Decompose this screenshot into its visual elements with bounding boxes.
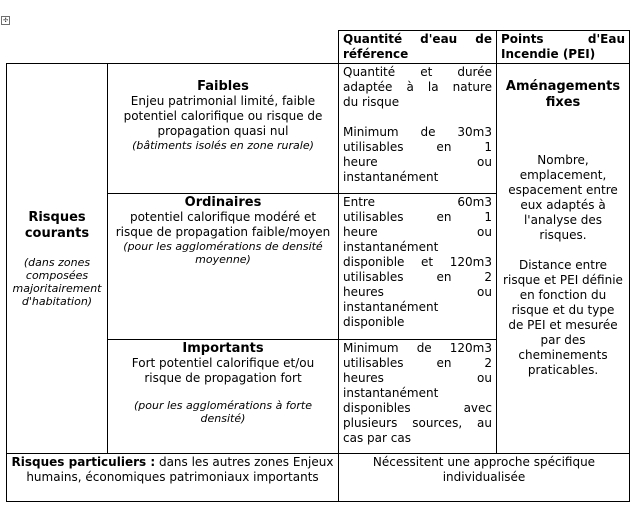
amenagements-body1: Nombre, emplacement, espacement entre eux adaptés à l'analyse des risques. bbox=[508, 153, 618, 242]
faibles-note: (bâtiments isolés en zone rurale) bbox=[132, 139, 314, 152]
ordinaires-title: Ordinaires bbox=[184, 195, 262, 210]
ordinaires-cell bbox=[108, 194, 339, 340]
particuliers-desc: dans les autres zones Enjeux humains, économiques patrimoniaux importants bbox=[26, 455, 334, 484]
importants-title: Importants bbox=[182, 341, 264, 356]
risk-table bbox=[6, 30, 630, 502]
particuliers-title: Risques particuliers : bbox=[11, 455, 156, 469]
importants-quantity: Minimum de 120m3 utilisables en 2 heures ou instantanément disponibles avec plusieurs sources, au cas par cas bbox=[339, 340, 497, 454]
row-particuliers bbox=[7, 454, 630, 502]
risques-courants-title: Risques courants bbox=[24, 209, 90, 241]
faibles-quantity: Quantité et durée adaptée à la nature du risque Minimum de 30m3 utilisables en 1 heure ou instantanément bbox=[339, 64, 497, 194]
importants-desc: Fort potentiel calorifique et/ou risque de propagation fort bbox=[131, 356, 315, 385]
faibles-desc: Enjeu patrimonial limité, faible potentiel calorifique ou risque de propagation quasi nul bbox=[123, 94, 323, 138]
ordinaires-note: (pour les agglomérations de densité moyenne) bbox=[123, 240, 323, 266]
faibles-title: Faibles bbox=[197, 79, 249, 94]
amenagements-cell bbox=[497, 64, 630, 454]
risques-courants-note: (dans zones composées majoritairement d'habitation) bbox=[12, 255, 102, 308]
header-pei: Points d'Eau Incendie (PEI) bbox=[497, 31, 630, 64]
ordinaires-desc: potentiel calorifique modéré et risque de propagation faible/moyen bbox=[115, 210, 331, 239]
amenagements-title: Aménagements fixes bbox=[505, 79, 621, 110]
amenagements-body2: Distance entre risque et PEI définie en fonction du risque et du type de PEI et mesurée par des cheminements praticables. bbox=[503, 258, 623, 377]
row-faibles bbox=[7, 64, 630, 194]
header-empty-cell bbox=[7, 31, 339, 64]
importants-note: (pour les agglomérations à forte densité) bbox=[133, 399, 313, 425]
header-row bbox=[7, 31, 630, 64]
faibles-cell bbox=[108, 64, 339, 194]
anchor-icon[interactable]: ✣ bbox=[2, 17, 9, 24]
risques-courants-cell bbox=[7, 64, 108, 454]
particuliers-approach: Nécessitent une approche spécifique individualisée bbox=[339, 454, 630, 502]
importants-cell bbox=[108, 340, 339, 454]
ordinaires-quantity: Entre 60m3 utilisables en 1 heure ou instantanément disponible et 120m3 utilisables en 2 heures ou instantanément disponible bbox=[339, 194, 497, 340]
particuliers-cell bbox=[7, 454, 339, 502]
header-quantity: Quantité d'eau de référence bbox=[339, 31, 497, 64]
